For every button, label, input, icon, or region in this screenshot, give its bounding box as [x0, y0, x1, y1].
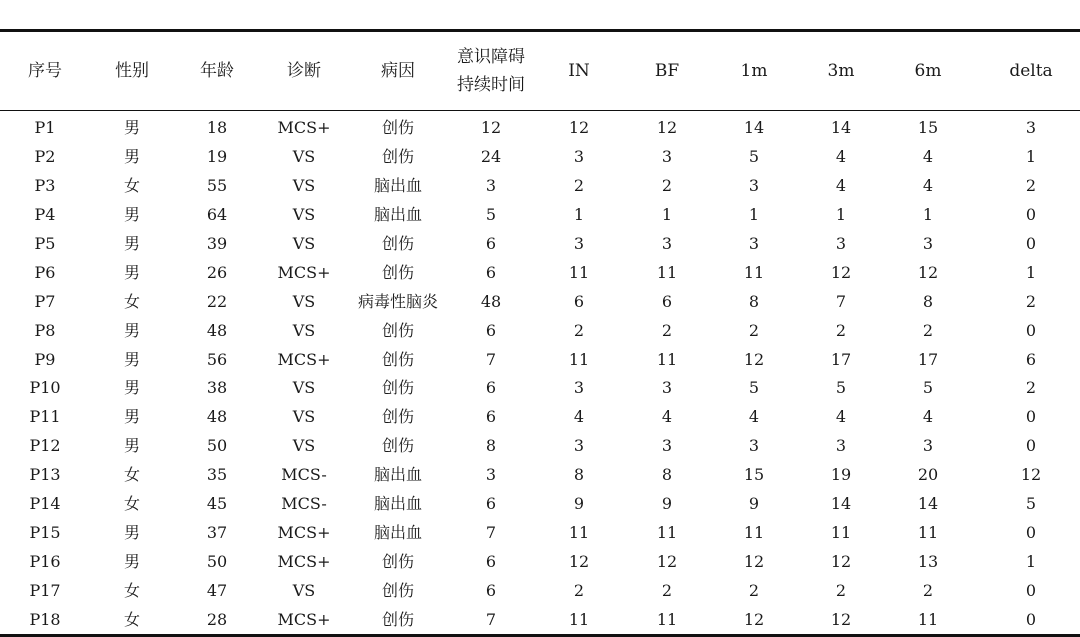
- cell-duration: 6: [485, 378, 497, 398]
- cell-score-1m: 11: [743, 522, 765, 542]
- patient-data-table: [0, 29, 1080, 637]
- cell-in: 12: [568, 118, 590, 138]
- cell-age: 35: [206, 465, 228, 485]
- cell-in: 1: [573, 205, 585, 225]
- cell-score-1m: 4: [748, 407, 760, 427]
- cell-duration: 24: [480, 147, 502, 167]
- cell-duration: 5: [485, 205, 497, 225]
- cell-bf: 2: [661, 580, 673, 600]
- cell-bf: 11: [656, 262, 678, 282]
- cell-score-3m: 4: [835, 407, 847, 427]
- cell-score-3m: 12: [830, 551, 852, 571]
- cell-id: P17: [29, 580, 61, 600]
- cell-score-1m: 11: [743, 262, 765, 282]
- cell-score-3m: 11: [830, 522, 852, 542]
- cell-diagnosis: MCS+: [277, 118, 331, 138]
- cell-diagnosis: VS: [292, 580, 316, 600]
- cell-age: 37: [206, 522, 228, 542]
- cell-etiology: 创伤: [381, 407, 414, 427]
- cell-delta: 6: [1025, 349, 1037, 369]
- table-row: [0, 287, 1080, 316]
- cell-etiology: 创伤: [381, 580, 414, 600]
- cell-bf: 2: [661, 176, 673, 196]
- cell-etiology: 创伤: [381, 349, 414, 369]
- cell-score-6m: 4: [922, 147, 934, 167]
- cell-in: 11: [568, 349, 590, 369]
- cell-in: 3: [573, 234, 585, 253]
- cell-bf: 12: [656, 118, 678, 138]
- cell-duration: 6: [485, 262, 497, 282]
- cell-score-1m: 3: [748, 234, 760, 253]
- cell-etiology: 脑出血: [373, 465, 422, 485]
- header-1m: 1m: [710, 31, 798, 111]
- cell-score-1m: 3: [748, 176, 760, 196]
- cell-delta: 0: [1025, 436, 1037, 456]
- cell-etiology: 脑出血: [373, 522, 422, 542]
- cell-duration: 8: [485, 436, 497, 456]
- cell-delta: 0: [1025, 234, 1037, 253]
- cell-bf: 1: [661, 205, 673, 225]
- cell-duration: 7: [485, 609, 497, 629]
- cell-delta: 2: [1025, 291, 1037, 311]
- cell-bf: 3: [661, 147, 673, 167]
- cell-age: 50: [206, 551, 228, 571]
- cell-delta: 5: [1025, 494, 1037, 514]
- cell-sex: 女: [123, 291, 140, 311]
- cell-score-3m: 5: [835, 378, 847, 398]
- cell-bf: 11: [656, 609, 678, 629]
- cell-diagnosis: VS: [292, 378, 316, 398]
- cell-age: 47: [206, 580, 228, 600]
- table-row: [0, 374, 1080, 403]
- cell-sex: 女: [123, 494, 140, 514]
- cell-in: 3: [573, 378, 585, 398]
- cell-age: 39: [206, 234, 228, 253]
- cell-score-3m: 17: [830, 349, 852, 369]
- cell-score-3m: 3: [835, 436, 847, 456]
- cell-diagnosis: VS: [292, 436, 316, 456]
- cell-score-6m: 5: [922, 378, 934, 398]
- cell-sex: 男: [123, 378, 140, 398]
- cell-score-3m: 19: [830, 465, 852, 485]
- cell-bf: 8: [661, 465, 673, 485]
- cell-bf: 3: [661, 436, 673, 456]
- cell-bf: 2: [661, 320, 673, 340]
- cell-score-1m: 12: [743, 349, 765, 369]
- cell-score-6m: 2: [922, 320, 934, 340]
- cell-score-3m: 4: [835, 176, 847, 196]
- cell-duration: 6: [485, 494, 497, 514]
- header-duration-line1: 意识障碍: [457, 47, 525, 67]
- cell-in: 2: [573, 580, 585, 600]
- header-delta: delta: [972, 31, 1080, 111]
- cell-etiology: 创伤: [381, 234, 414, 253]
- cell-etiology: 脑出血: [373, 176, 422, 196]
- cell-diagnosis: VS: [292, 407, 316, 427]
- cell-in: 2: [573, 176, 585, 196]
- cell-diagnosis: VS: [292, 147, 316, 167]
- header-id: 序号: [0, 31, 90, 111]
- cell-in: 2: [573, 320, 585, 340]
- cell-in: 12: [568, 551, 590, 571]
- cell-sex: 男: [123, 522, 140, 542]
- cell-sex: 男: [123, 262, 140, 282]
- cell-id: P2: [34, 147, 56, 167]
- cell-delta: 0: [1025, 320, 1037, 340]
- table-row: [0, 345, 1080, 374]
- cell-score-6m: 20: [917, 465, 939, 485]
- header-etiology: 病因: [348, 31, 448, 111]
- cell-duration: 6: [485, 320, 497, 340]
- cell-id: P11: [29, 407, 61, 427]
- cell-etiology: 创伤: [381, 551, 414, 571]
- cell-sex: 女: [123, 176, 140, 196]
- cell-age: 19: [206, 147, 228, 167]
- cell-sex: 男: [123, 118, 140, 138]
- cell-age: 56: [206, 349, 228, 369]
- cell-etiology: 病毒性脑炎: [357, 291, 438, 311]
- cell-score-3m: 2: [835, 580, 847, 600]
- cell-duration: 48: [480, 291, 502, 311]
- cell-diagnosis: VS: [292, 291, 316, 311]
- cell-bf: 12: [656, 551, 678, 571]
- table-row: [0, 461, 1080, 490]
- cell-duration: 6: [485, 580, 497, 600]
- table-row: [0, 518, 1080, 547]
- cell-id: P12: [29, 436, 61, 456]
- table-row: [0, 258, 1080, 287]
- cell-score-1m: 2: [748, 320, 760, 340]
- cell-score-1m: 9: [748, 494, 760, 514]
- cell-etiology: 脑出血: [373, 205, 422, 225]
- cell-score-3m: 14: [830, 494, 852, 514]
- table-row: [0, 432, 1080, 461]
- cell-delta: 12: [1020, 465, 1042, 485]
- cell-score-6m: 3: [922, 234, 934, 253]
- cell-sex: 男: [123, 436, 140, 456]
- cell-delta: 1: [1025, 147, 1037, 167]
- cell-score-1m: 8: [748, 291, 760, 311]
- cell-score-6m: 17: [917, 349, 939, 369]
- cell-age: 48: [206, 320, 228, 340]
- cell-etiology: 创伤: [381, 118, 414, 138]
- cell-sex: 男: [123, 234, 140, 253]
- header-6m: 6m: [884, 31, 972, 111]
- cell-bf: 6: [661, 291, 673, 311]
- cell-score-6m: 12: [917, 262, 939, 282]
- cell-in: 3: [573, 147, 585, 167]
- cell-duration: 6: [485, 551, 497, 571]
- cell-in: 11: [568, 262, 590, 282]
- cell-age: 18: [206, 118, 228, 138]
- cell-score-1m: 1: [748, 205, 760, 225]
- cell-score-6m: 3: [922, 436, 934, 456]
- cell-duration: 3: [485, 465, 497, 485]
- cell-age: 50: [206, 436, 228, 456]
- cell-age: 64: [206, 205, 228, 225]
- cell-diagnosis: VS: [292, 176, 316, 196]
- header-bf: BF: [624, 31, 710, 111]
- cell-score-6m: 1: [922, 205, 934, 225]
- cell-sex: 女: [123, 580, 140, 600]
- cell-bf: 11: [656, 522, 678, 542]
- cell-score-3m: 12: [830, 609, 852, 629]
- cell-score-3m: 1: [835, 205, 847, 225]
- cell-diagnosis: MCS+: [277, 551, 331, 571]
- cell-sex: 男: [123, 407, 140, 427]
- cell-score-1m: 12: [743, 551, 765, 571]
- header-sex: 性别: [90, 31, 174, 111]
- cell-score-1m: 15: [743, 465, 765, 485]
- cell-id: P4: [34, 205, 56, 225]
- table-row: [0, 111, 1080, 143]
- cell-in: 3: [573, 436, 585, 456]
- table-row: [0, 605, 1080, 635]
- cell-delta: 2: [1025, 176, 1037, 196]
- cell-diagnosis: MCS-: [281, 494, 327, 514]
- cell-in: 11: [568, 522, 590, 542]
- cell-diagnosis: MCS+: [277, 522, 331, 542]
- cell-diagnosis: VS: [292, 234, 316, 253]
- cell-duration: 6: [485, 407, 497, 427]
- table-row: [0, 547, 1080, 576]
- cell-sex: 女: [123, 465, 140, 485]
- cell-in: 6: [573, 291, 585, 311]
- table-row: [0, 172, 1080, 201]
- cell-id: P16: [29, 551, 61, 571]
- cell-id: P8: [34, 320, 56, 340]
- cell-delta: 2: [1025, 378, 1037, 398]
- cell-score-3m: 4: [835, 147, 847, 167]
- cell-delta: 0: [1025, 580, 1037, 600]
- cell-etiology: 创伤: [381, 262, 414, 282]
- cell-id: P9: [34, 349, 56, 369]
- table-row: [0, 230, 1080, 259]
- cell-etiology: 创伤: [381, 609, 414, 629]
- cell-id: P5: [34, 234, 56, 253]
- cell-id: P10: [29, 378, 61, 398]
- table-row: [0, 576, 1080, 605]
- header-duration-line2: 持续时间: [457, 75, 525, 95]
- cell-etiology: 创伤: [381, 436, 414, 456]
- cell-bf: 3: [661, 378, 673, 398]
- cell-delta: 0: [1025, 522, 1037, 542]
- cell-age: 48: [206, 407, 228, 427]
- cell-id: P18: [29, 609, 61, 629]
- table-body: [0, 111, 1080, 636]
- cell-id: P15: [29, 522, 61, 542]
- cell-duration: 3: [485, 176, 497, 196]
- cell-age: 22: [206, 291, 228, 311]
- cell-score-3m: 2: [835, 320, 847, 340]
- cell-age: 38: [206, 378, 228, 398]
- cell-score-6m: 2: [922, 580, 934, 600]
- cell-duration: 7: [485, 349, 497, 369]
- cell-bf: 11: [656, 349, 678, 369]
- cell-duration: 6: [485, 234, 497, 253]
- cell-etiology: 创伤: [381, 147, 414, 167]
- cell-score-6m: 4: [922, 176, 934, 196]
- cell-in: 8: [573, 465, 585, 485]
- cell-score-1m: 5: [748, 147, 760, 167]
- cell-delta: 0: [1025, 609, 1037, 629]
- cell-sex: 男: [123, 205, 140, 225]
- cell-diagnosis: MCS-: [281, 465, 327, 485]
- cell-id: P6: [34, 262, 56, 282]
- cell-score-1m: 3: [748, 436, 760, 456]
- cell-etiology: 创伤: [381, 378, 414, 398]
- cell-id: P3: [34, 176, 56, 196]
- cell-diagnosis: VS: [292, 320, 316, 340]
- cell-score-6m: 13: [917, 551, 939, 571]
- cell-diagnosis: VS: [292, 205, 316, 225]
- cell-sex: 男: [123, 320, 140, 340]
- cell-diagnosis: MCS+: [277, 262, 331, 282]
- cell-diagnosis: MCS+: [277, 609, 331, 629]
- cell-id: P13: [29, 465, 61, 485]
- cell-delta: 3: [1025, 118, 1037, 138]
- cell-bf: 4: [661, 407, 673, 427]
- cell-age: 26: [206, 262, 228, 282]
- cell-score-6m: 4: [922, 407, 934, 427]
- cell-delta: 0: [1025, 205, 1037, 225]
- header-3m: 3m: [798, 31, 884, 111]
- cell-score-1m: 12: [743, 609, 765, 629]
- cell-delta: 0: [1025, 407, 1037, 427]
- cell-duration: 12: [480, 118, 502, 138]
- cell-age: 28: [206, 609, 228, 629]
- cell-score-1m: 2: [748, 580, 760, 600]
- cell-delta: 1: [1025, 551, 1037, 571]
- header-duration: [448, 31, 534, 111]
- cell-score-6m: 15: [917, 118, 939, 138]
- cell-score-6m: 11: [917, 609, 939, 629]
- cell-etiology: 脑出血: [373, 494, 422, 514]
- table-row: [0, 490, 1080, 519]
- cell-duration: 7: [485, 522, 497, 542]
- cell-bf: 9: [661, 494, 673, 514]
- cell-bf: 3: [661, 234, 673, 253]
- cell-sex: 男: [123, 349, 140, 369]
- cell-in: 4: [573, 407, 585, 427]
- cell-score-1m: 5: [748, 378, 760, 398]
- cell-score-6m: 8: [922, 291, 934, 311]
- cell-delta: 1: [1025, 262, 1037, 282]
- header-in: IN: [534, 31, 624, 111]
- cell-score-6m: 14: [917, 494, 939, 514]
- cell-score-6m: 11: [917, 522, 939, 542]
- cell-id: P1: [34, 118, 56, 138]
- cell-age: 45: [206, 494, 228, 514]
- cell-in: 11: [568, 609, 590, 629]
- cell-etiology: 创伤: [381, 320, 414, 340]
- cell-score-3m: 12: [830, 262, 852, 282]
- cell-score-3m: 14: [830, 118, 852, 138]
- table-row: [0, 403, 1080, 432]
- cell-score-3m: 7: [835, 291, 847, 311]
- cell-score-3m: 3: [835, 234, 847, 253]
- header-age: 年龄: [174, 31, 260, 111]
- cell-in: 9: [573, 494, 585, 514]
- table-row: [0, 201, 1080, 230]
- cell-diagnosis: MCS+: [277, 349, 331, 369]
- cell-id: P7: [34, 291, 56, 311]
- header-diagnosis: 诊断: [260, 31, 348, 111]
- cell-id: P14: [29, 494, 61, 514]
- cell-sex: 男: [123, 551, 140, 571]
- cell-sex: 男: [123, 147, 140, 167]
- table-row: [0, 143, 1080, 172]
- table-row: [0, 316, 1080, 345]
- table-header-row: [0, 31, 1080, 111]
- cell-age: 55: [206, 176, 228, 196]
- cell-score-1m: 14: [743, 118, 765, 138]
- cell-sex: 女: [123, 609, 140, 629]
